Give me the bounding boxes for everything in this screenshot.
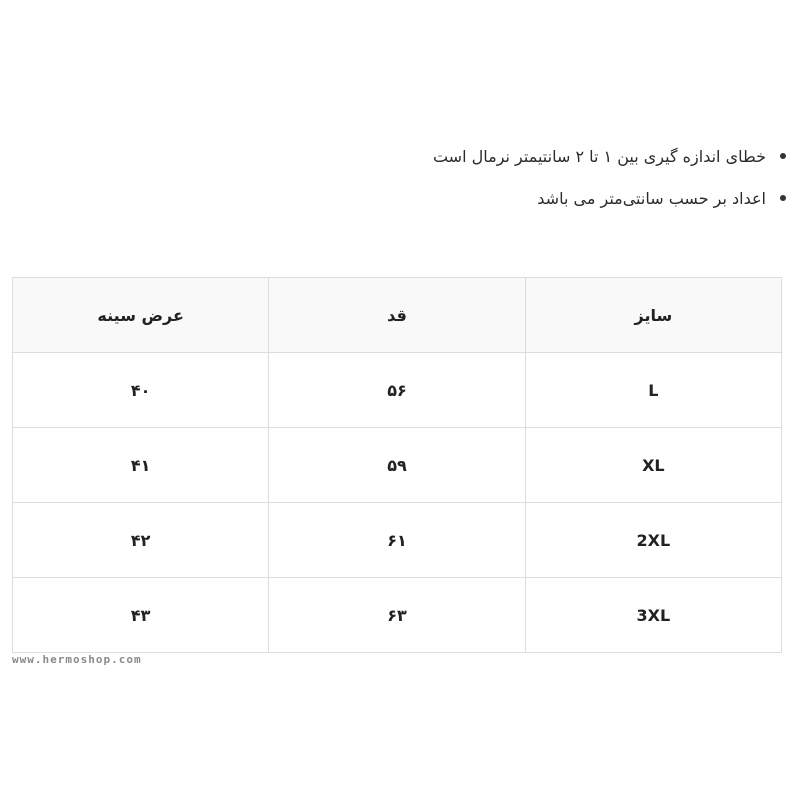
note-item [0, 188, 788, 209]
cell-chest-width: ۴۰ [13, 353, 269, 428]
cell-size: 2XL [525, 503, 781, 578]
header-size: سایز [525, 278, 781, 353]
cell-size: XL [525, 428, 781, 503]
cell-size: 3XL [525, 578, 781, 653]
header-chest-width: عرض سینه [13, 278, 269, 353]
cell-chest-width: ۴۱ [13, 428, 269, 503]
cell-height: ۵۶ [269, 353, 525, 428]
cell-height: ۶۳ [269, 578, 525, 653]
size-chart-table [12, 277, 782, 653]
cell-height: ۵۹ [269, 428, 525, 503]
table-row [13, 353, 782, 428]
bullet-icon [780, 153, 786, 159]
note-text: اعداد بر حسب سانتی‌متر می باشد [537, 189, 766, 208]
notes-list [0, 146, 800, 230]
note-item [0, 146, 788, 167]
bullet-icon [780, 195, 786, 201]
table-header-row [13, 278, 782, 353]
cell-size: L [525, 353, 781, 428]
header-height: قد [269, 278, 525, 353]
table-row [13, 503, 782, 578]
note-text: خطای اندازه گیری بین ۱ تا ۲ سانتیمتر نرمال است [432, 147, 766, 166]
cell-chest-width: ۴۲ [13, 503, 269, 578]
cell-height: ۶۱ [269, 503, 525, 578]
table-row [13, 428, 782, 503]
table-row [13, 578, 782, 653]
watermark-text: www.hermoshop.com [12, 653, 142, 666]
cell-chest-width: ۴۳ [13, 578, 269, 653]
